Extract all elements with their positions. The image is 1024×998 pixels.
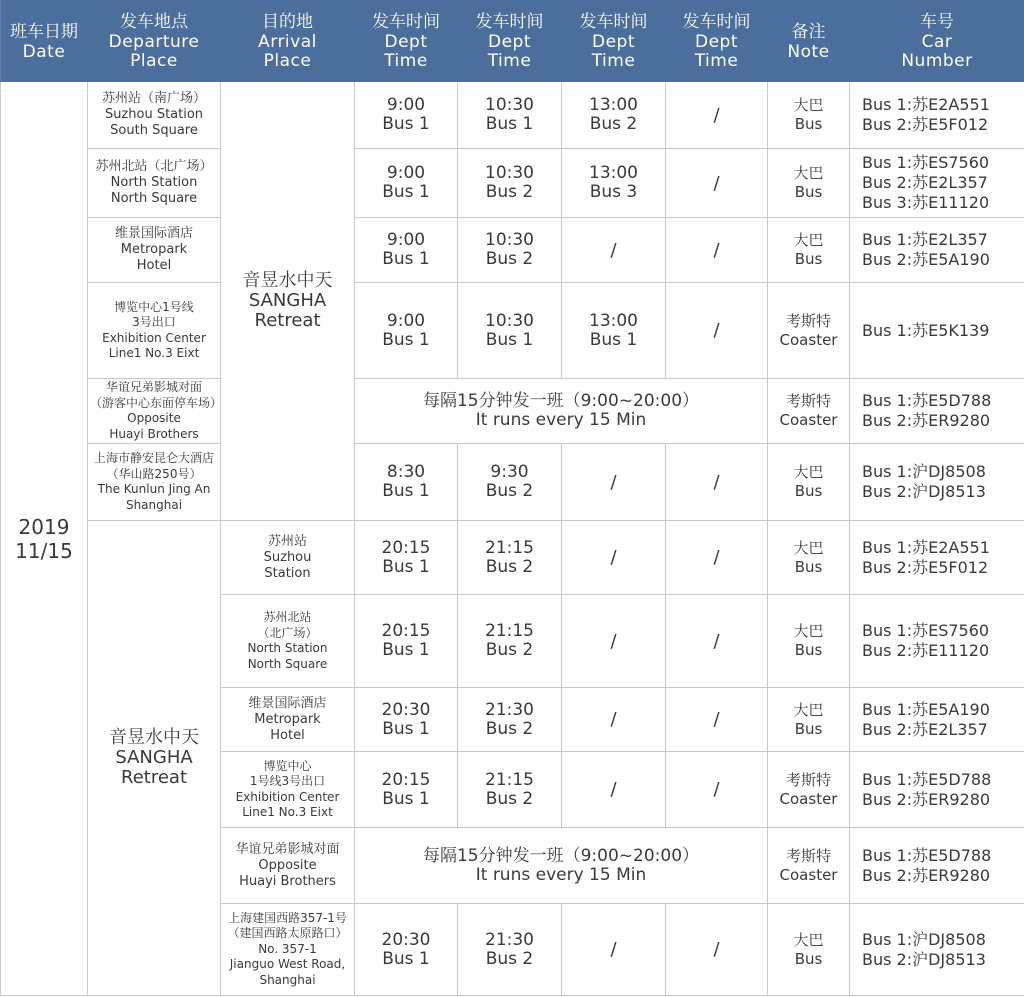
text-line: SANGHA	[115, 747, 193, 768]
text-line: /	[610, 547, 617, 568]
text-line: 每隔15分钟发一班（9:00~20:00）	[422, 391, 700, 411]
dept-time-1	[355, 283, 458, 379]
note-cell	[768, 218, 850, 283]
header-dept-time-2: 发车时间 Dept Time	[458, 1, 562, 82]
dept-time-2	[458, 688, 562, 752]
dept-time-2	[458, 218, 562, 283]
text-line: 10:30	[485, 230, 534, 250]
text-line: /	[610, 239, 617, 261]
text-line: /	[713, 630, 720, 652]
frequency-cell	[355, 828, 768, 904]
text-line: 苏州北站（北广场）	[95, 159, 213, 174]
car-number-cell	[850, 218, 1024, 283]
text-line: Bus 2:沪DJ8513	[862, 482, 986, 501]
text-line: Bus 2	[485, 182, 534, 202]
text-line: Bus 2:苏ER9280	[862, 411, 991, 430]
text-line: Hotel	[136, 258, 172, 273]
text-line: 上海市静安昆仑大酒店	[93, 451, 214, 465]
text-line: Bus 2	[485, 556, 534, 577]
dept-time-4	[666, 82, 768, 149]
dept-time-1	[355, 149, 458, 218]
header-departure: 发车地点 Departure Place	[88, 1, 221, 82]
text-line: Bus	[794, 250, 823, 268]
note-cell	[768, 752, 850, 828]
arrival-place	[221, 82, 355, 521]
note-cell	[768, 82, 850, 149]
table-row	[1, 444, 1024, 521]
table-row	[1, 521, 1024, 595]
dept-time-2	[458, 149, 562, 218]
text-line: Bus 1:苏E5D788	[862, 845, 992, 865]
dept-time-4	[666, 752, 768, 828]
car-number-cell	[850, 688, 1024, 752]
dept-time-3	[562, 752, 666, 828]
text-line: Bus 1:苏E2L357	[862, 230, 988, 249]
text-line: 9:00	[386, 95, 426, 115]
text-line: Coaster	[779, 789, 838, 808]
text-line: Bus 2:苏ER9280	[862, 865, 991, 885]
departure-place	[88, 521, 221, 996]
text-line: Bus	[794, 482, 823, 500]
text-line: （华山路250号）	[106, 466, 202, 481]
text-line: Bus 2	[485, 249, 534, 269]
text-line: Jianguo West Road,	[229, 957, 346, 972]
text-line: /	[610, 709, 617, 730]
table-row	[1, 379, 1024, 444]
text-line: North Square	[110, 191, 198, 206]
car-number-cell	[850, 521, 1024, 595]
table-row	[1, 283, 1024, 379]
text-line: Coaster	[779, 865, 838, 884]
text-line: 大巴	[793, 231, 824, 249]
text-line: Bus 2	[589, 114, 638, 134]
text-line: Bus 1	[382, 556, 430, 577]
text-line: /	[713, 939, 720, 960]
text-line: 9:00	[386, 310, 426, 331]
arrival-place	[221, 688, 355, 752]
text-line: Bus 1	[382, 481, 430, 501]
dept-time-4	[666, 595, 768, 688]
text-line: North Square	[247, 656, 328, 671]
text-line: 大巴	[793, 463, 824, 481]
text-line: Bus 3	[589, 182, 638, 202]
dept-time-1	[355, 752, 458, 828]
dept-time-4	[666, 218, 768, 283]
text-line: 9:00	[386, 163, 426, 183]
dept-time-2	[458, 283, 562, 379]
text-line: Huayi Brothers	[239, 873, 336, 889]
note-cell	[768, 379, 850, 444]
text-line: /	[610, 630, 617, 652]
text-line: Coaster	[779, 411, 838, 429]
text-line: /	[713, 709, 720, 730]
text-line: /	[610, 779, 617, 800]
text-line: Huayi Brothers	[109, 426, 199, 441]
text-line: Metropark	[120, 242, 188, 257]
departure-place	[88, 218, 221, 283]
note-cell	[768, 149, 850, 218]
text-line: Bus 2	[485, 640, 534, 660]
text-line: 华谊兄弟影城对面	[235, 841, 340, 857]
text-line: /	[713, 320, 720, 341]
text-line: North Station	[110, 175, 198, 190]
text-line: 苏州北站	[263, 610, 312, 624]
text-line: Bus 1	[485, 329, 534, 350]
text-line: Bus	[794, 183, 823, 201]
text-line: Bus 2:沪DJ8513	[862, 949, 986, 969]
dept-time-1	[355, 904, 458, 996]
text-line: Bus 2:苏E11120	[862, 641, 990, 660]
text-line: Bus 1	[382, 329, 430, 350]
text-line: 音昱水中天	[109, 727, 199, 748]
arrival-place	[221, 752, 355, 828]
text-line: Bus 1	[589, 329, 638, 350]
text-line: 21:30	[485, 929, 534, 950]
text-line: 13:00	[589, 163, 638, 183]
text-line: 大巴	[793, 622, 824, 640]
text-line: Opposite	[258, 857, 317, 873]
note-cell	[768, 444, 850, 521]
text-line: 11/15	[15, 538, 73, 563]
text-line: Bus 1:苏E5K139	[862, 320, 990, 340]
car-number-cell	[850, 379, 1024, 444]
text-line: /	[713, 471, 720, 493]
text-line: Bus 1:苏E5D788	[862, 391, 992, 410]
text-line: /	[713, 547, 720, 568]
text-line: Suzhou	[263, 549, 312, 565]
text-line: Line1 No.3 Eixt	[242, 805, 333, 819]
text-line: North Station	[247, 641, 328, 655]
text-line: （建国西路太原路口）	[227, 926, 348, 941]
text-line: Retreat	[254, 310, 321, 331]
text-line: Bus 1:苏E5A190	[862, 699, 990, 719]
text-line: Exhibition Center	[235, 789, 340, 804]
car-number-cell	[850, 283, 1024, 379]
text-line: 考斯特	[785, 846, 831, 865]
text-line: Bus 2:苏ER9280	[862, 789, 991, 809]
text-line: Line1 No.3 Eixt	[108, 346, 200, 360]
text-line: 维景国际酒店	[114, 226, 193, 241]
arrival-place	[221, 595, 355, 688]
dept-time-3	[562, 149, 666, 218]
text-line: Bus 1	[382, 114, 430, 134]
departure-place	[88, 283, 221, 379]
text-line: 20:15	[381, 537, 431, 558]
dept-time-4	[666, 149, 768, 218]
text-line: Shanghai	[125, 497, 183, 512]
text-line: Bus	[794, 719, 823, 738]
departure-place	[88, 149, 221, 218]
dept-time-1	[355, 82, 458, 149]
text-line: 10:30	[485, 95, 534, 115]
text-line: 2019	[18, 514, 70, 539]
text-line: 20:30	[381, 699, 431, 720]
text-line: SANGHA	[248, 290, 327, 311]
table-row	[1, 82, 1024, 149]
frequency-cell	[355, 379, 768, 444]
departure-place	[88, 82, 221, 149]
departure-place	[88, 379, 221, 444]
text-line: It runs every 15 Min	[475, 410, 647, 430]
text-line: 21:15	[485, 769, 534, 790]
text-line: Bus 1:苏ES7560	[862, 153, 990, 172]
text-line: Bus 1	[382, 948, 430, 969]
dept-time-4	[666, 904, 768, 996]
text-line: It runs every 15 Min	[475, 864, 647, 885]
text-line: 13:00	[589, 95, 638, 115]
text-line: 10:30	[485, 310, 534, 331]
text-line: 9:30	[490, 462, 529, 482]
dept-time-2	[458, 752, 562, 828]
table-row	[1, 149, 1024, 218]
text-line: 大巴	[793, 930, 824, 949]
text-line: 大巴	[793, 538, 824, 557]
text-line: 考斯特	[785, 311, 831, 330]
text-line: Exhibition Center	[102, 330, 206, 345]
text-line: 10:30	[485, 163, 534, 183]
text-line: 3号出口	[132, 315, 176, 329]
text-line: Bus 1:苏E2A551	[862, 537, 990, 557]
text-line: No. 357-1	[258, 941, 317, 956]
car-number-cell	[850, 444, 1024, 521]
dept-time-3	[562, 444, 666, 521]
arrival-place	[221, 521, 355, 595]
text-line: 博览中心1号线	[114, 299, 194, 314]
text-line: Bus	[794, 115, 823, 133]
text-line: Bus 2:苏E5F012	[862, 557, 989, 577]
text-line: Bus 1	[485, 114, 534, 134]
note-cell	[768, 521, 850, 595]
arrival-place	[221, 828, 355, 904]
dept-time-2	[458, 82, 562, 149]
text-line: Bus 1:苏ES7560	[862, 621, 990, 640]
car-number-cell	[850, 595, 1024, 688]
text-line: 考斯特	[785, 392, 831, 410]
text-line: /	[713, 172, 720, 194]
text-line: Station	[264, 565, 311, 581]
header-dept-time-3: 发车时间 Dept Time	[562, 1, 666, 82]
header-row	[1, 1, 1024, 82]
text-line: 苏州站（南广场）	[101, 91, 206, 106]
text-line: （北广场）	[257, 625, 318, 640]
dept-time-2	[458, 444, 562, 521]
dept-time-1	[355, 688, 458, 752]
text-line: Bus 2:苏E5F012	[862, 115, 989, 134]
text-line: 考斯特	[785, 770, 831, 789]
dept-time-1	[355, 444, 458, 521]
car-number-cell	[850, 82, 1024, 149]
text-line: Bus 1:沪DJ8508	[862, 462, 986, 481]
note-cell	[768, 904, 850, 996]
text-line: The Kunlun Jing An	[97, 482, 211, 496]
dept-time-3	[562, 688, 666, 752]
header-car-number: 车号 Car Number	[850, 1, 1024, 82]
text-line: Metropark	[254, 711, 321, 727]
car-number-cell	[850, 752, 1024, 828]
departure-place	[88, 444, 221, 521]
arrival-place	[221, 904, 355, 996]
text-line: Bus 1	[382, 718, 430, 739]
header-date: 班车日期 Date	[1, 1, 88, 82]
text-line: 21:15	[485, 537, 534, 558]
text-line: 大巴	[793, 700, 824, 719]
text-line: Bus 1:苏E5D788	[862, 769, 992, 789]
text-line: 13:00	[589, 310, 638, 331]
text-line: Bus 2	[485, 481, 534, 501]
text-line: （游客中心东面停车场）	[90, 395, 223, 410]
text-line: Bus 2	[485, 788, 534, 809]
text-line: 华谊兄弟影城对面	[105, 380, 202, 394]
dept-time-3	[562, 283, 666, 379]
text-line: /	[610, 471, 617, 493]
text-line: South Square	[110, 123, 198, 138]
dept-time-2	[458, 595, 562, 688]
text-line: Bus	[794, 641, 823, 659]
text-line: Bus 2:苏E2L357	[862, 719, 988, 739]
text-line: Bus 3:苏E11120	[862, 193, 990, 212]
dept-time-3	[562, 521, 666, 595]
text-line: Bus 1	[382, 249, 430, 269]
dept-time-1	[355, 521, 458, 595]
text-line: 20:30	[381, 929, 431, 950]
text-line: Hotel	[270, 727, 305, 743]
dept-time-3	[562, 82, 666, 149]
text-line: 1号线3号出口	[249, 774, 326, 788]
note-cell	[768, 828, 850, 904]
text-line: /	[610, 939, 617, 960]
table-row	[1, 218, 1024, 283]
note-cell	[768, 283, 850, 379]
text-line: Bus	[794, 557, 823, 576]
dept-time-2	[458, 521, 562, 595]
car-number-cell	[850, 904, 1024, 996]
text-line: Bus 1	[382, 182, 430, 202]
text-line: Bus 1	[382, 640, 430, 660]
text-line: Retreat	[121, 767, 187, 788]
dept-time-2	[458, 904, 562, 996]
dept-time-1	[355, 595, 458, 688]
dept-time-3	[562, 595, 666, 688]
header-arrival: 目的地 Arrival Place	[221, 1, 355, 82]
date-cell	[1, 82, 88, 996]
text-line: Coaster	[779, 330, 838, 349]
text-line: Bus 2	[485, 718, 534, 739]
dept-time-4	[666, 283, 768, 379]
dept-time-3	[562, 218, 666, 283]
text-line: 20:15	[381, 621, 431, 641]
dept-time-4	[666, 521, 768, 595]
text-line: Bus 2:苏E2L357	[862, 173, 988, 192]
car-number-cell	[850, 149, 1024, 218]
text-line: 苏州站	[267, 533, 307, 549]
text-line: Bus 1:沪DJ8508	[862, 929, 986, 949]
text-line: Bus 1	[382, 788, 430, 809]
text-line: 维景国际酒店	[248, 695, 327, 711]
text-line: 21:15	[485, 621, 534, 641]
dept-time-4	[666, 688, 768, 752]
text-line: 音昱水中天	[242, 270, 333, 291]
text-line: Bus	[794, 949, 823, 968]
header-dept-time-4: 发车时间 Dept Time	[666, 1, 768, 82]
text-line: Bus 1:苏E2A551	[862, 95, 990, 114]
text-line: 大巴	[793, 164, 824, 182]
text-line: /	[713, 779, 720, 800]
text-line: 21:30	[485, 699, 534, 720]
note-cell	[768, 688, 850, 752]
text-line: Bus 2:苏E5A190	[862, 250, 990, 269]
text-line: /	[713, 239, 720, 261]
dept-time-4	[666, 444, 768, 521]
text-line: Bus 2	[485, 948, 534, 969]
note-cell	[768, 595, 850, 688]
text-line: 上海建国西路357-1号	[228, 910, 347, 925]
text-line: 9:00	[386, 230, 426, 250]
text-line: 20:15	[381, 769, 431, 790]
text-line: Suzhou Station	[104, 107, 204, 122]
text-line: Opposite	[127, 411, 181, 425]
car-number-cell	[850, 828, 1024, 904]
text-line: /	[713, 104, 720, 126]
header-dept-time-1: 发车时间 Dept Time	[355, 1, 458, 82]
text-line: 博览中心	[263, 758, 312, 773]
text-line: 大巴	[793, 96, 824, 114]
header-note: 备注 Note	[768, 1, 850, 82]
dept-time-1	[355, 218, 458, 283]
text-line: Shanghai	[259, 972, 316, 987]
dept-time-3	[562, 904, 666, 996]
text-line: 8:30	[386, 462, 426, 482]
text-line: 每隔15分钟发一班（9:00~20:00）	[422, 845, 700, 866]
